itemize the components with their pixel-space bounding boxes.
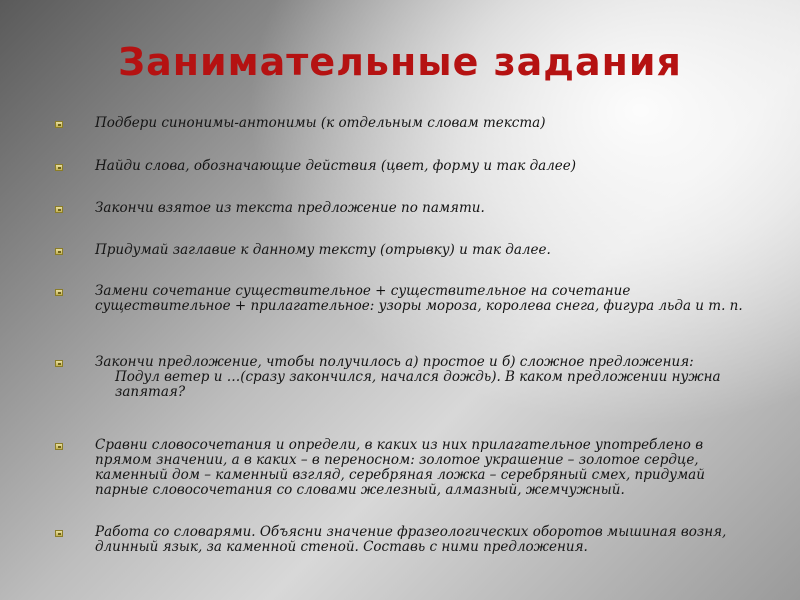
slide-title: Занимательные задания xyxy=(118,40,682,84)
task-text-continuation: Подул ветер и …(сразу закончился, начался дождь). В каком предложении нужна запятая? xyxy=(115,369,721,400)
list-item xyxy=(55,525,745,555)
square-bullet-icon xyxy=(55,289,63,296)
task-text: Закончи взятое из текста предложение по памяти. xyxy=(95,200,485,216)
list-item xyxy=(55,243,745,258)
list-item xyxy=(55,201,745,216)
list-item xyxy=(55,116,745,131)
list-item xyxy=(55,284,745,314)
square-bullet-icon xyxy=(55,206,63,213)
square-bullet-icon xyxy=(55,443,63,450)
square-bullet-icon xyxy=(55,530,63,537)
task-text: Найди слова, обозначающие действия (цвет, форму и так далее) xyxy=(95,158,577,174)
square-bullet-icon xyxy=(55,164,63,171)
square-bullet-icon xyxy=(55,248,63,255)
square-bullet-icon xyxy=(55,121,63,128)
task-text xyxy=(95,355,745,400)
square-bullet-icon xyxy=(55,360,63,367)
task-text-main: Закончи предложение, чтобы получилось а) простое и б) сложное предложения: xyxy=(95,354,694,370)
task-text: Придумай заглавие к данному тексту (отрывку) и так далее. xyxy=(95,242,551,258)
task-text: Подбери синонимы-антонимы (к отдельным словам текста) xyxy=(95,115,546,131)
task-text: Замени сочетание существительное + существительное на сочетание существительное + прилагательное: узоры мороза, королева снега, фигура льда и т. п. xyxy=(95,283,743,314)
list-item xyxy=(55,355,745,400)
task-text: Сравни словосочетания и определи, в каких из них прилагательное употреблено в прямом значении, а в каких – в переносном: золотое украшение – золотое сердце, каменный дом – каменный взгляд, серебряная ложка – серебряный смех, придумай парные словосочетания со словами железный, алмазный, жемчужный. xyxy=(95,437,705,498)
list-item xyxy=(55,159,745,174)
list-item xyxy=(55,438,745,498)
task-text: Работа со словарями. Объясни значение фразеологических оборотов мышиная возня, длинный язык, за каменной стеной. Составь с ними предложения. xyxy=(95,524,727,555)
